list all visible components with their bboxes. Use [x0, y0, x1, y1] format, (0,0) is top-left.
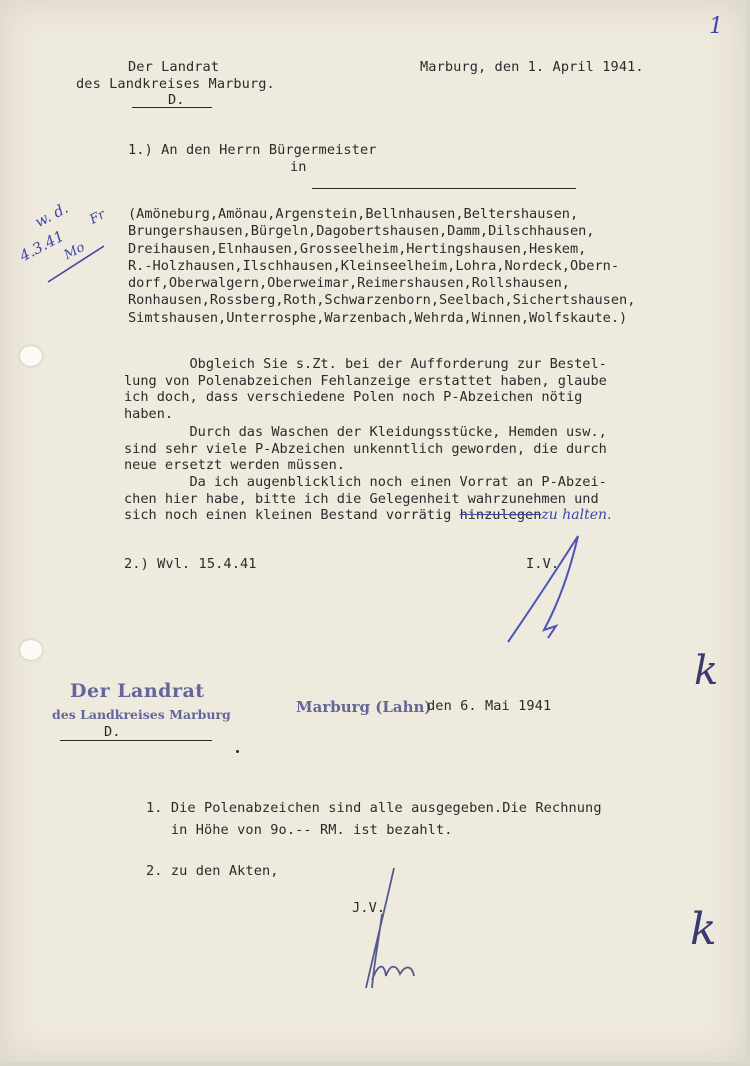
- body-line: Obgleich Sie s.Zt. bei der Aufforderung zur Bestel-: [124, 356, 607, 372]
- file-code-underline: [132, 107, 212, 108]
- punch-hole-upper: [20, 346, 42, 366]
- struck-word: hinzulegen: [459, 507, 542, 523]
- body-paragraph-3: [124, 474, 611, 524]
- handwritten-correction: zu halten.: [541, 507, 612, 523]
- body-line: sind sehr viele P-Abzeichen unkenntlich geworden, die durch: [124, 440, 607, 457]
- margin-note-line-4: Mo: [61, 239, 88, 264]
- signature-2: [356, 864, 426, 994]
- point-1-line-2: in Höhe von 9o.-- RM. ist bezahlt.: [146, 822, 453, 838]
- municipality-line: Ronhausen,Rossberg,Roth,Schwarzenborn,Seelbach,Sichertshausen,: [128, 292, 636, 309]
- municipality-line: Simtshausen,Unterrosphe,Warzenbach,Wehrda,Winnen,Wolfskaute.): [128, 309, 628, 326]
- place-date: Marburg, den 1. April 1941.: [420, 59, 644, 75]
- check-mark-2: k: [690, 904, 717, 955]
- punch-hole-lower: [20, 640, 42, 660]
- authority-line-1: Der Landrat: [128, 59, 220, 75]
- body-line: chen hier habe, bitte ich die Gelegenheit wahrzunehmen und: [124, 490, 599, 507]
- iv-label-2: J.V.: [352, 900, 386, 916]
- municipality-line: Brungershausen,Bürgeln,Dagobertshausen,Damm,Dilschhausen,: [128, 223, 595, 240]
- file-code: D.: [168, 92, 185, 108]
- authority-line-2: des Landkreises Marburg.: [76, 76, 275, 92]
- municipality-line: Dreihausen,Elnhausen,Grosseelheim,Hertingshausen,Heskem,: [128, 240, 587, 257]
- municipality-line: R.-Holzhausen,Ilschhausen,Kleinseelheim,Lohra,Nordeck,Obern-: [128, 257, 620, 274]
- page-number: 1: [709, 14, 723, 39]
- stamp-place: Marburg (Lahn): [296, 698, 432, 716]
- signature-1: [500, 530, 590, 650]
- body-line: haben.: [124, 405, 174, 422]
- body-line: ich doch, dass verschiedene Polen noch P-Abzeichen nötig: [124, 389, 583, 405]
- date-2: den 6. Mai 1941: [427, 698, 552, 714]
- body-paragraph-2: [124, 424, 607, 474]
- check-mark-1: k: [694, 648, 719, 694]
- body-line: Da ich augenblicklich noch einen Vorrat an P-Abzei-: [124, 474, 607, 490]
- margin-note-line-2: 4.3.41: [16, 226, 68, 266]
- municipality-line: (Amöneburg,Amönau,Argenstein,Bellnhausen,Beltershausen,: [128, 206, 579, 222]
- ink-dot: [236, 750, 239, 753]
- resubmission-note: 2.) Wvl. 15.4.41: [124, 556, 257, 572]
- addressee-blank-line: [312, 188, 576, 189]
- point-2: 2. zu den Akten,: [146, 863, 279, 879]
- iv-label-1: I.V.: [526, 556, 560, 572]
- margin-note-line-1: w. d.: [31, 198, 72, 232]
- body-line: [124, 507, 611, 524]
- body-line: Durch das Waschen der Kleidungsstücke, Hemden usw.,: [124, 424, 607, 440]
- municipality-list: [128, 206, 635, 327]
- margin-note-line-3: Fr: [87, 207, 108, 228]
- body-paragraph-1: [124, 356, 607, 422]
- stamp-line-2: des Landkreises Marburg: [52, 707, 231, 722]
- addressee-line-1: 1.) An den Herrn Bürgermeister: [128, 142, 377, 158]
- file-code-2-underline: [60, 740, 212, 741]
- point-1-line-1: 1. Die Polenabzeichen sind alle ausgegeben.Die Rechnung: [146, 800, 602, 816]
- body-line: neue ersetzt werden müssen.: [124, 457, 345, 473]
- stamp-line-1: Der Landrat: [70, 680, 205, 702]
- margin-note-stroke: [40, 238, 110, 288]
- body-line: lung von Polenabzeichen Fehlanzeige erstattet haben, glaube: [124, 372, 607, 389]
- file-code-2: D.: [104, 724, 121, 740]
- body-line-text: sich noch einen kleinen Bestand vorrätig: [124, 507, 460, 523]
- municipality-line: dorf,Oberwalgern,Oberweimar,Reimershausen,Rollshausen,: [128, 275, 570, 292]
- addressee-line-2: in: [290, 159, 307, 175]
